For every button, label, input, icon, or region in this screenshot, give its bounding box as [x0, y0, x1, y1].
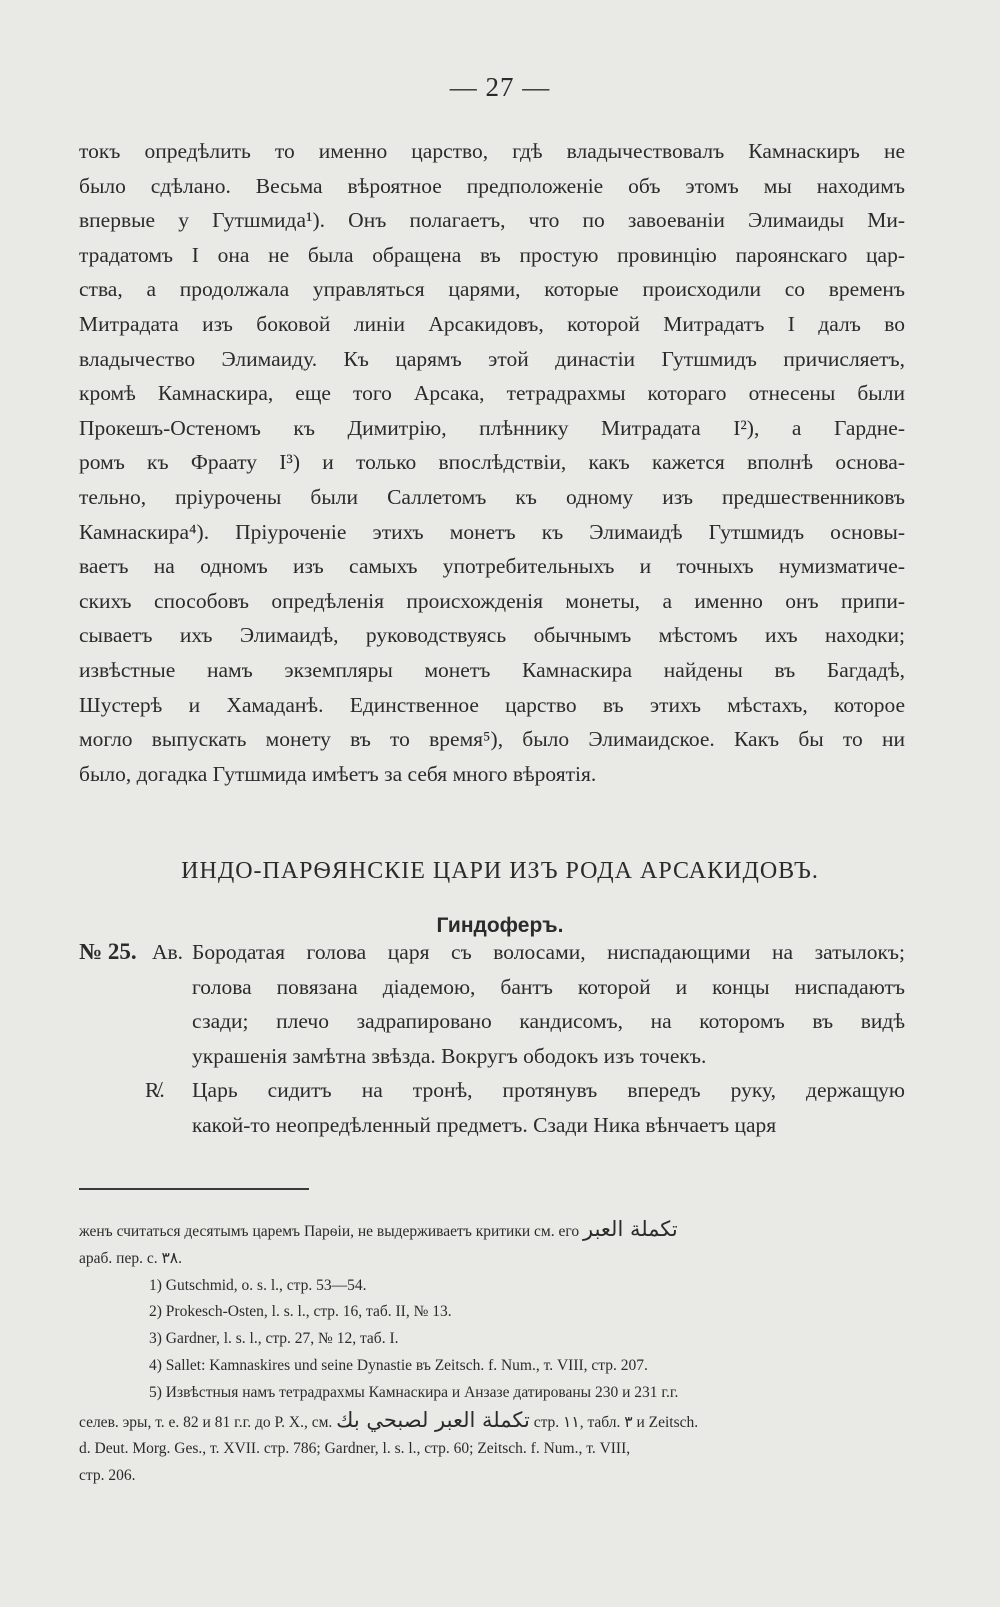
obverse-label: Ав. [152, 940, 184, 964]
footnote-continuation: женъ считаться десятымъ царемъ Парѳіи, не выдерживаетъ критики см. его تكملة العبر [79, 1217, 678, 1241]
paragraph-line: Камнаскира⁴). Пріуроченіе этихъ монетъ къ Элимаидѣ Гутшмидъ основы- [79, 519, 905, 544]
obverse-line: украшенія замѣтна звѣзда. Вокругъ ободокъ изъ точекъ. [192, 1043, 707, 1068]
paragraph-line: впервые у Гутшмида¹). Онъ полагаетъ, что по завоеваніи Элимаиды Ми- [79, 208, 905, 233]
main-paragraph [79, 134, 905, 791]
reverse-line: Царь сидитъ на тронѣ, протянувъ впередъ руку, держащую [192, 1078, 905, 1102]
paragraph-line: традатомъ I она не была обращена въ простую провинцію пароянскаго цар- [79, 242, 905, 267]
entry-number: № 25. [79, 939, 137, 964]
footnote-5-line-3: d. Deut. Morg. Ges., т. XVII. стр. 786; Gardner, l. s. l., стр. 60; Zeitsch. f. Num., т. VIII, [79, 1440, 631, 1458]
paragraph-line: владычество Элимаиду. Къ царямъ этой династіи Гутшмидъ причисляетъ, [79, 346, 905, 371]
obverse-line: голова повязана діадемою, бантъ которой и концы ниспадаютъ [192, 974, 905, 999]
paragraph-line: было сдѣлано. Весьма вѣроятное предположеніе объ этомъ мы находимъ [79, 173, 905, 198]
footnote-item: 2) Prokesch-Osten, l. s. l., стр. 16, таб. II, № 13. [149, 1303, 452, 1321]
paragraph-line: Митрадата изъ боковой линіи Арсакидовъ, которой Митрадатъ I далъ во [79, 311, 905, 336]
section-title: ИНДО-ПАРѲЯНСКІЕ ЦАРИ ИЗЪ РОДА АРСАКИДОВЪ. [181, 858, 819, 884]
subsection-title: Гиндоферъ. [436, 914, 564, 937]
reverse-description [192, 1073, 905, 1142]
paragraph-line: сываетъ ихъ Элимаидѣ, руководствуясь обычнымъ мѣстомъ ихъ находки; [79, 623, 905, 648]
page-number: — 27 — [449, 72, 551, 102]
reverse-label: R̸. [145, 1078, 165, 1102]
footnote-5-line-2: селев. эры, т. е. 82 и 81 г.г. до Р. Х., см. تكملة العبر لصبحي بك стр. ١١, табл. ٣ и Zeitsch. [79, 1407, 699, 1432]
footnotes [79, 1216, 905, 1490]
footnote-5-line-1: 5) Извѣстныя намъ тетрадрахмы Камнаскира и Анзазе датированы 230 и 231 г.г. [149, 1383, 679, 1401]
footnote-item: 4) Sallet: Kamnaskires und seine Dynastie въ Zeitsch. f. Num., т. VIII, стр. 207. [149, 1356, 648, 1374]
footnote-item: 1) Gutschmid, o. s. l., стр. 53—54. [149, 1276, 367, 1294]
paragraph-line: кромѣ Камнаскира, еще того Арсака, тетрадрахмы котораго отнесены были [79, 381, 905, 406]
paragraph-line: извѣстные намъ экземпляры монетъ Камнаскира найдены въ Багдадѣ, [79, 657, 905, 682]
footnote-divider [79, 1188, 309, 1190]
paragraph-line: ства, а продолжала управляться царями, которые происходили со временъ [79, 277, 905, 302]
obverse-line: сзади; плечо задрапировано кандисомъ, на которомъ въ видѣ [192, 1009, 905, 1034]
arabic-title: تكملة العبر [582, 1217, 678, 1241]
paragraph-line: скихъ способовъ опредѣленія происхожденія монеты, а именно онъ припи- [79, 588, 905, 613]
footnote-item: 3) Gardner, l. s. l., стр. 27, № 12, таб. I. [149, 1330, 399, 1348]
paragraph-line: могло выпускать монету въ то время⁵), было Элимаидское. Какъ бы то ни [79, 727, 905, 752]
paragraph-line: Шустерѣ и Хамаданѣ. Единственное царство въ этихъ мѣстахъ, которое [79, 692, 905, 717]
obverse-description [192, 935, 905, 1073]
footnote-continuation-2: араб. пер. с. ٣٨. [79, 1249, 182, 1267]
paragraph-line: токъ опредѣлить то именно царство, гдѣ владычествовалъ Камнаскиръ не [79, 139, 905, 163]
obverse-line: Бородатая голова царя съ волосами, ниспадающими на затылокъ; [192, 940, 905, 964]
reverse-line: какой-то неопредѣленный предметъ. Сзади Ника вѣнчаетъ царя [192, 1112, 777, 1137]
paragraph-line: тельно, пріурочены были Саллетомъ къ одному изъ предшественниковъ [79, 484, 905, 509]
paragraph-line: ваетъ на одномъ изъ самыхъ употребительныхъ и точныхъ нумизматиче- [79, 554, 905, 579]
footnote-5-line-4: стр. 206. [79, 1467, 136, 1485]
arabic-reference: تكملة العبر لصبحي بك [336, 1407, 530, 1432]
paragraph-line: Прокешъ-Остеномъ къ Димитрію, плѣннику Митрадата I²), а Гардне- [79, 415, 905, 440]
paragraph-line: ромъ къ Фраату I³) и только впослѣдствіи, какъ кажется вполнѣ основа- [79, 450, 905, 475]
paragraph-line: было, догадка Гутшмида имѣетъ за себя много вѣроятія. [79, 761, 597, 786]
footnote-list [79, 1273, 905, 1380]
